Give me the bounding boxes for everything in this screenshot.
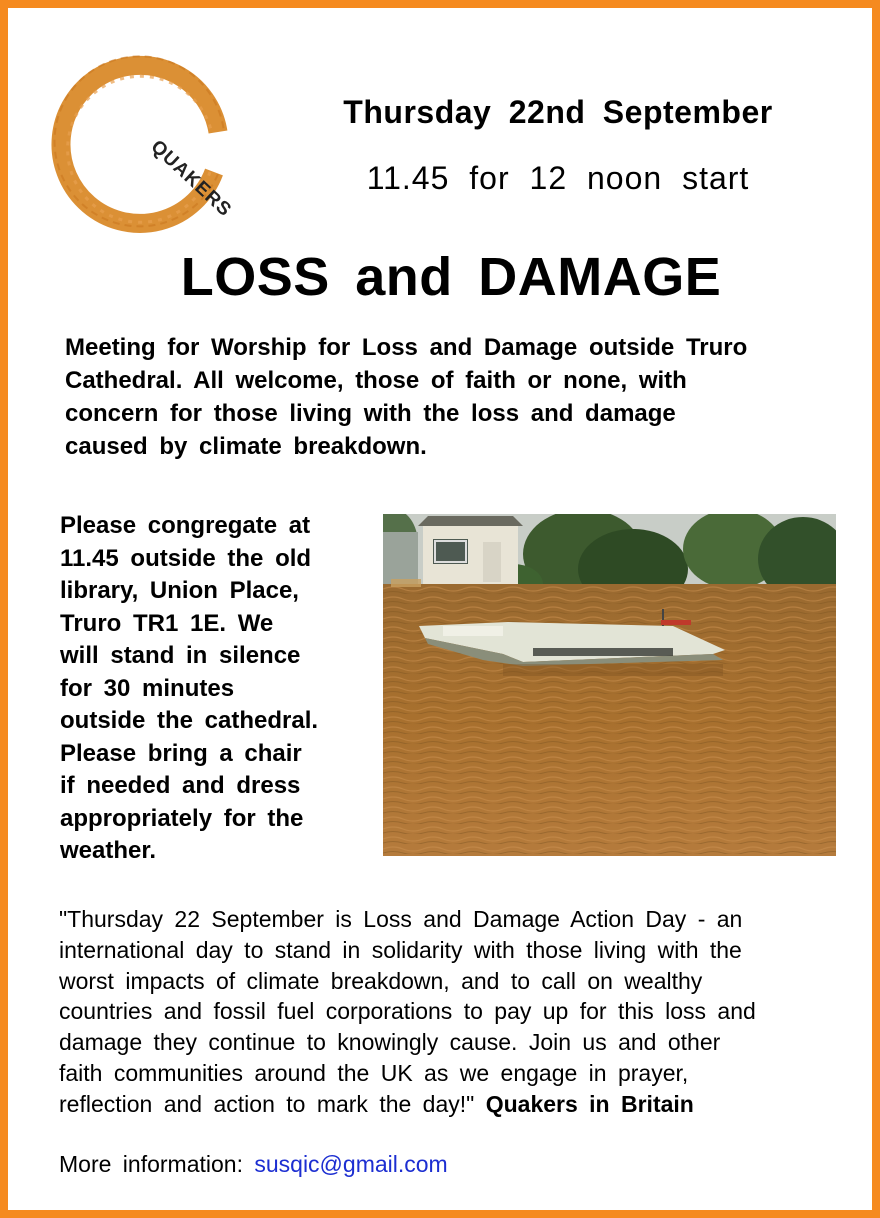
congregate-line: 11.45 outside the old [60, 544, 312, 572]
congregate-line: outside the cathedral. [60, 707, 319, 734]
quote-line: faith communities around the UK as we engage in prayer, [59, 1059, 689, 1086]
congregate-line: Truro TR1 1E. We [60, 609, 274, 637]
quote-paragraph [59, 904, 849, 1120]
congregate-line: Please bring a chair [60, 739, 302, 767]
quote-line: reflection and action to mark the day!" [59, 1090, 475, 1117]
congregate-line: weather. [60, 837, 157, 864]
congregate-line: library, Union Place, [60, 577, 299, 604]
quote-line: "Thursday 22 September is Loss and Damage Action Day - an [59, 906, 743, 932]
quote-line: damage they continue to knowingly cause. Join us and other [59, 1029, 721, 1056]
contact-email-link[interactable]: susqic@gmail.com [254, 1151, 448, 1177]
event-time: 11.45 for 12 noon start [366, 160, 750, 196]
intro-paragraph [65, 331, 855, 463]
intro-line: Cathedral. All welcome, those of faith or none, with [65, 367, 687, 394]
congregate-line: appropriately for the [60, 804, 304, 832]
more-info-label: More information: [59, 1151, 243, 1177]
quote-line: worst impacts of climate breakdown, and to call on wealthy [59, 967, 703, 994]
congregate-line: if needed and dress [60, 772, 301, 799]
flood-photo [383, 514, 836, 856]
more-info [59, 1151, 448, 1178]
event-date: Thursday 22nd September [343, 94, 773, 130]
intro-line: caused by climate breakdown. [65, 433, 427, 460]
intro-line: Meeting for Worship for Loss and Damage outside Truro [65, 334, 748, 361]
quote-attribution: Quakers in Britain [485, 1090, 694, 1117]
logo-text: QUAKERS [146, 136, 236, 222]
congregate-line: will stand in silence [60, 642, 301, 669]
quakers-logo [46, 44, 246, 239]
intro-line: concern for those living with the loss and damage [65, 400, 676, 427]
headline: LOSS and DAMAGE [180, 247, 722, 307]
congregate-paragraph [60, 510, 360, 868]
congregate-line: for 30 minutes [60, 674, 235, 702]
congregate-line: Please congregate at [60, 512, 311, 539]
quote-line: countries and fossil fuel corporations to pay up for this loss and [59, 998, 756, 1025]
quote-line-last [59, 1089, 849, 1120]
quote-line: international day to stand in solidarity with those living with the [59, 936, 742, 963]
